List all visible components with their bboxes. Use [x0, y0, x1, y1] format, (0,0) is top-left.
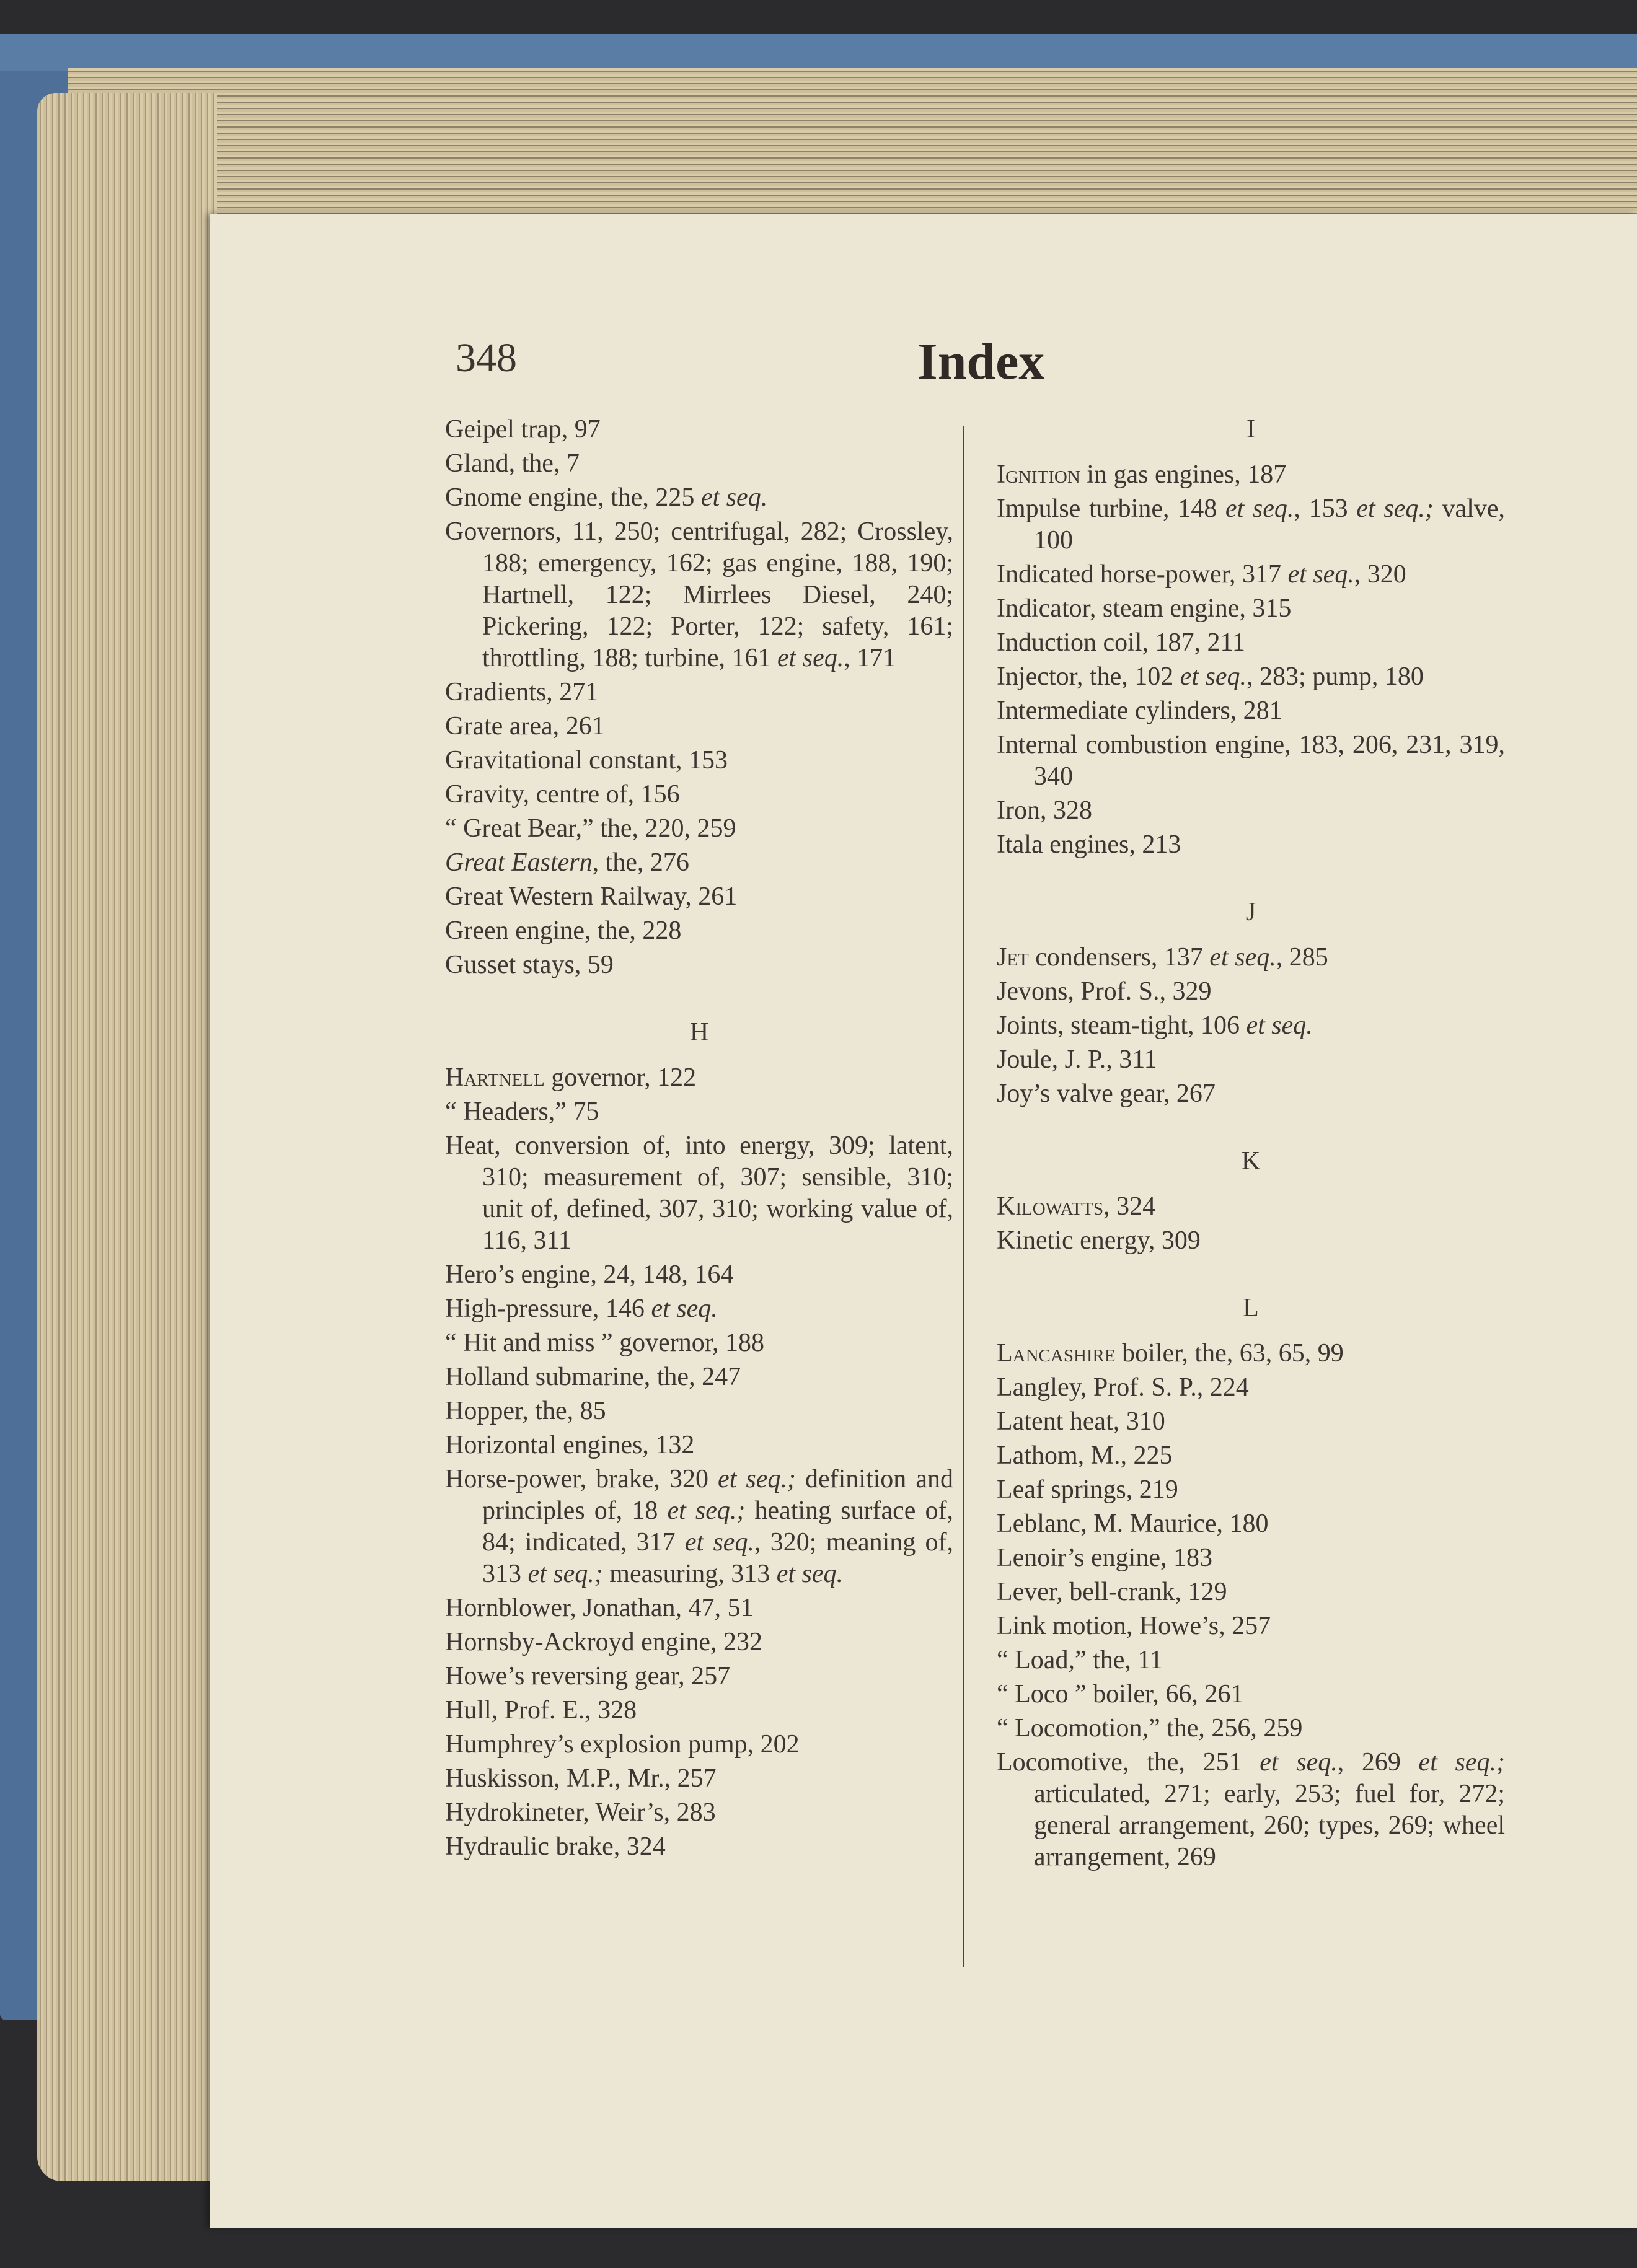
index-entry: [445, 1593, 953, 1624]
entry-text: Hydrokineter, Weir’s, 283: [445, 1798, 716, 1827]
index-entry: [445, 448, 953, 480]
entry-text: Gravity, centre of, 156: [445, 780, 680, 809]
index-column-right: [997, 414, 1505, 1876]
index-entry: [445, 1464, 953, 1590]
entry-text: Grate area, 261: [445, 712, 605, 741]
entry-text: Humphrey’s explosion pump, 202: [445, 1730, 800, 1759]
entry-text: , 320: [1354, 560, 1406, 589]
index-entry: [445, 949, 953, 981]
entry-text: Locomotive, the, 251: [997, 1748, 1260, 1777]
entry-text: Geipel trap, 97: [445, 415, 601, 444]
entry-text: Lenoir’s engine, 183: [997, 1544, 1212, 1572]
index-entry: [445, 847, 953, 879]
index-entry: [997, 493, 1505, 556]
entry-text-italic: et seq.;: [1356, 494, 1434, 523]
entry-text: High-pressure, 146: [445, 1294, 651, 1323]
entry-text-italic: et seq.;: [527, 1560, 603, 1588]
index-entry: [997, 1679, 1505, 1710]
entry-text: “ Load,” the, 11: [997, 1646, 1163, 1674]
entry-text: , 324: [1103, 1192, 1156, 1221]
index-entry: [997, 661, 1505, 693]
index-entry: [997, 1747, 1505, 1873]
entry-text: Green engine, the, 228: [445, 916, 682, 945]
index-entry: [997, 1713, 1505, 1744]
column-divider: [963, 426, 964, 1967]
entry-text: governor, 122: [544, 1063, 697, 1092]
entry-text: Internal combustion engine, 183, 206, 231, 319, 340: [997, 731, 1505, 791]
index-entry: [445, 1661, 953, 1692]
index-entry: [997, 1372, 1505, 1404]
entry-text: “ Locomotion,” the, 256, 259: [997, 1714, 1303, 1743]
entry-text: Leblanc, M. Maurice, 180: [997, 1510, 1269, 1538]
index-entry: [997, 1225, 1505, 1257]
entry-text-italic: et seq.: [700, 483, 768, 512]
entry-text: Holland submarine, the, 247: [445, 1363, 741, 1391]
entry-text-smallcaps: Lancashire: [997, 1339, 1116, 1368]
entry-text: Latent heat, 310: [997, 1407, 1165, 1436]
entry-text: Howe’s reversing gear, 257: [445, 1662, 731, 1690]
index-entry: [997, 829, 1505, 861]
entry-text: Horse-power, brake, 320: [445, 1465, 718, 1493]
entry-text: Jevons, Prof. S., 329: [997, 977, 1212, 1006]
entry-text: Gland, the, 7: [445, 449, 580, 478]
entry-text: , the, 276: [592, 848, 689, 877]
index-column-left: [445, 414, 953, 1865]
index-entry: [997, 942, 1505, 974]
entry-text-smallcaps: Kilowatts: [997, 1192, 1104, 1221]
section-heading: J: [1245, 898, 1256, 926]
book-cover-top-edge: [0, 34, 1637, 71]
entry-text-italic: et seq.: [1260, 1748, 1338, 1777]
entry-text: Injector, the, 102: [997, 662, 1180, 691]
index-entry: [997, 1611, 1505, 1642]
entry-text: Hero’s engine, 24, 148, 164: [445, 1260, 734, 1289]
index-entry: [445, 1430, 953, 1461]
entry-text-italic: et seq.: [1180, 662, 1247, 691]
entry-text-smallcaps: Jet: [997, 943, 1029, 972]
index-entry: [997, 1191, 1505, 1223]
index-entry: [445, 414, 953, 446]
index-entry: [997, 695, 1505, 727]
index-entry: [445, 1627, 953, 1658]
index-entry: [997, 1440, 1505, 1472]
index-entry: [445, 1831, 953, 1863]
entry-text: boiler, the, 63, 65, 99: [1115, 1339, 1344, 1368]
entry-text: articulated, 271; early, 253; fuel for, 272; general arrangement, 260; types, 269; wheel arrangement, 269: [1034, 1780, 1505, 1871]
entry-text: , 285: [1276, 943, 1328, 972]
index-entry: [445, 1259, 953, 1291]
index-entry: [997, 459, 1505, 491]
index-entry: [997, 559, 1505, 591]
entry-text-italic: et seq.: [776, 1560, 844, 1588]
index-entry: [445, 1293, 953, 1325]
entry-text: Langley, Prof. S. P., 224: [997, 1373, 1249, 1402]
entry-text: Great Western Railway, 261: [445, 882, 738, 911]
index-entry: [445, 813, 953, 845]
entry-text: “ Headers,” 75: [445, 1097, 599, 1126]
entry-text: Joule, J. P., 311: [997, 1045, 1157, 1074]
index-entry: [997, 1474, 1505, 1506]
page-number: 348: [456, 335, 517, 380]
entry-text-smallcaps: Ignition: [997, 460, 1080, 489]
entry-text-italic: et seq.;: [1418, 1748, 1505, 1777]
entry-text: Hornblower, Jonathan, 47, 51: [445, 1594, 754, 1622]
entry-text-italic: et seq.: [1287, 560, 1354, 589]
index-entry: [445, 1763, 953, 1795]
index-entry: [445, 1797, 953, 1829]
page-stack-left-edges: [37, 93, 217, 2181]
index-entry: [445, 1130, 953, 1257]
entry-text-italic: et seq.: [777, 644, 844, 672]
entry-text: definition and principles of, 18: [482, 1465, 953, 1525]
entry-text-italic: et seq.;: [718, 1465, 796, 1493]
section-heading: I: [1247, 415, 1255, 444]
entry-text: Indicator, steam engine, 315: [997, 594, 1292, 623]
index-entry: [997, 593, 1505, 625]
index-entry: [997, 1338, 1505, 1369]
entry-text: Indicated horse-power, 317: [997, 560, 1288, 589]
entry-text: Hopper, the, 85: [445, 1397, 606, 1425]
index-entry: [997, 795, 1505, 827]
entry-text: condensers, 137: [1028, 943, 1210, 972]
index-entry: [445, 516, 953, 674]
entry-text-smallcaps: Hartnell: [445, 1063, 545, 1092]
entry-text: “ Loco ” boiler, 66, 261: [997, 1680, 1244, 1708]
index-entry: [445, 1096, 953, 1128]
page-stack-top-edges: [68, 68, 1637, 223]
entry-text: , 171: [844, 644, 896, 672]
entry-text: Lathom, M., 225: [997, 1441, 1173, 1470]
index-entry: [445, 1062, 953, 1094]
index-entry: [445, 779, 953, 811]
entry-text: Leaf springs, 219: [997, 1475, 1178, 1504]
entry-text: , 153: [1294, 494, 1357, 523]
index-entry: [997, 627, 1505, 659]
index-entry: [997, 1542, 1505, 1574]
index-entry: [997, 1010, 1505, 1042]
entry-text: Induction coil, 187, 211: [997, 628, 1245, 657]
index-entry: [445, 1327, 953, 1359]
entry-text: Joints, steam-tight, 106: [997, 1011, 1247, 1040]
entry-text: , 320; meaning of, 313: [482, 1528, 954, 1588]
entry-text: measuring, 313: [602, 1560, 777, 1588]
index-entry: [445, 711, 953, 742]
entry-text: valve, 100: [1034, 494, 1506, 555]
index-entry: [997, 976, 1505, 1008]
entry-text-italic: et seq.: [1225, 494, 1294, 523]
index-entry: [445, 915, 953, 947]
section-heading: L: [1243, 1294, 1259, 1322]
index-entry: [445, 745, 953, 776]
index-entry: [445, 1695, 953, 1726]
index-entry: [445, 1396, 953, 1427]
entry-text-italic: et seq.: [684, 1528, 754, 1557]
entry-text: “ Hit and miss ” governor, 188: [445, 1329, 765, 1357]
section-heading: H: [689, 1018, 709, 1047]
section-heading: K: [1241, 1147, 1261, 1176]
index-entry: [445, 881, 953, 913]
entry-text: , 269: [1337, 1748, 1419, 1777]
index-entry: [997, 1576, 1505, 1608]
entry-text: Hornsby-Ackroyd engine, 232: [445, 1628, 763, 1656]
entry-text-italic: et seq.: [651, 1294, 718, 1323]
page-title: Index: [917, 333, 1045, 390]
index-entry: [997, 729, 1505, 793]
index-entry: [997, 1406, 1505, 1438]
entry-text: , 283; pump, 180: [1247, 662, 1424, 691]
entry-text: Heat, conversion of, into energy, 309; latent, 310; measurement of, 307; sensible, 310; unit of, defined, 307, 310; working value of, 116, 311: [445, 1132, 953, 1255]
entry-text: Joy’s valve gear, 267: [997, 1079, 1216, 1108]
entry-text: Huskisson, M.P., Mr., 257: [445, 1764, 717, 1793]
entry-text: Impulse turbine, 148: [997, 494, 1225, 523]
entry-text: Kinetic energy, 309: [997, 1226, 1201, 1255]
entry-text: Intermediate cylinders, 281: [997, 697, 1282, 725]
entry-text: Gusset stays, 59: [445, 951, 614, 979]
entry-text-italic: Great Eastern: [445, 848, 593, 877]
entry-text: Itala engines, 213: [997, 830, 1181, 859]
entry-text: Gnome engine, the, 225: [445, 483, 701, 512]
entry-text: Lever, bell-crank, 129: [997, 1578, 1227, 1606]
entry-text: “ Great Bear,” the, 220, 259: [445, 814, 736, 843]
index-entry: [997, 1645, 1505, 1676]
entry-text: Gravitational constant, 153: [445, 746, 728, 775]
index-entry: [445, 677, 953, 708]
index-entry: [997, 1508, 1505, 1540]
entry-text-italic: et seq.: [1209, 943, 1276, 972]
entry-text: in gas engines, 187: [1080, 460, 1287, 489]
entry-text: Iron, 328: [997, 796, 1092, 825]
entry-text: Link motion, Howe’s, 257: [997, 1612, 1271, 1640]
entry-text: Governors, 11, 250; centrifugal, 282; Crossley, 188; emergency, 162; gas engine, 188, 190; Hartnell, 122; Mirrlees Diesel, 240; Pickering, 122; Porter, 122; safety, 161; throttling, 188; turbine, 161: [445, 517, 953, 672]
entry-text-italic: et seq.: [1246, 1011, 1313, 1040]
entry-text: Gradients, 271: [445, 678, 599, 706]
entry-text: Hydraulic brake, 324: [445, 1832, 666, 1861]
entry-text: Hull, Prof. E., 328: [445, 1696, 637, 1725]
index-entry: [997, 1044, 1505, 1076]
index-entry: [445, 1729, 953, 1760]
index-entry: [445, 482, 953, 514]
entry-text-italic: et seq.;: [667, 1497, 746, 1525]
index-entry: [445, 1361, 953, 1393]
entry-text: heating surface of, 84; indicated, 317: [482, 1497, 953, 1557]
entry-text: Horizontal engines, 132: [445, 1431, 695, 1459]
index-entry: [997, 1078, 1505, 1110]
